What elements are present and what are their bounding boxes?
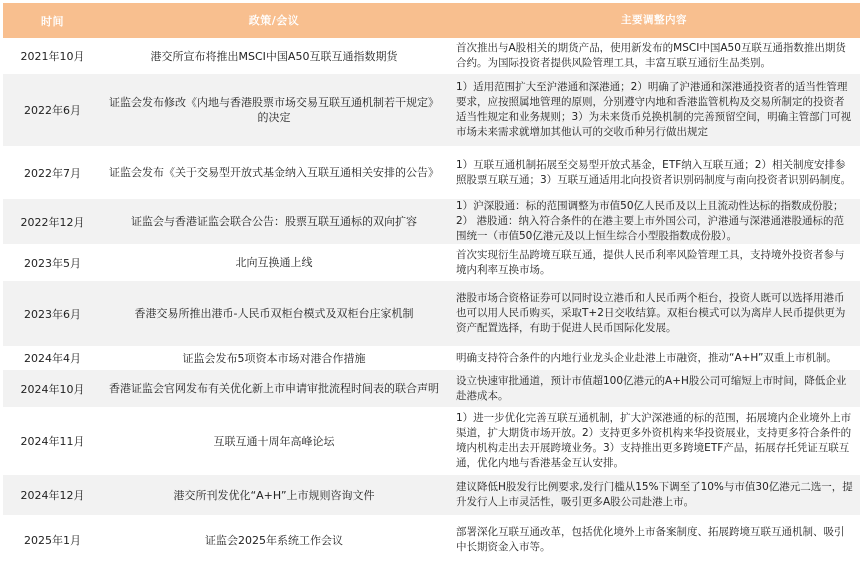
row-policy: 香港证监会官网发布有关优化新上市申请审批流程时间表的联合声明 (109, 382, 439, 395)
row-content: 明确支持符合条件的内地行业龙头企业赴港上市融资，推动“A+H”双重上市机制。 (456, 351, 837, 364)
row-content: 港股市场合资格证券可以同时设立港币和人民币两个柜台，投资人既可以选择用港币也可以用人民币购买，采取T+2日交收结算。双柜台模式可以为离岸人民币提供更为资产配置选择，有助于促进人民币国际化发展。 (456, 292, 846, 334)
row-policy: 证监会发布修改《内地与香港股票市场交易互联互通机制若干规定》的决定 (109, 96, 439, 124)
row-date: 2022年6月 (24, 104, 81, 117)
row-policy: 证监会2025年系统工作会议 (205, 533, 343, 547)
row-content: 1）适用范围扩大至沪港通和深港通；2）明确了沪港通和深港通投资者的适当性管理要求，应按照属地管理的原则，分别遵守内地和香港监管机构及交易所制定的投资者适当性规定和业务规则；3）为未来货币兑换机制的完善预留空间，明确主管部门可视市场未来需求就增加其他认可的交收币种另行做出规定 (456, 81, 852, 138)
row-date: 2022年12月 (20, 215, 85, 229)
row-content: 1）沪深股通：标的范围调整为市值50亿人民币及以上且流动性达标的指数成份股；2） 港股通：纳入符合条件的在港主要上市外国公司，沪港通与深港通港股通标的范围统一（市值50亿港元及以上恒生综合小型股指数成份股）。 (456, 200, 845, 242)
table-row (3, 38, 860, 74)
header-content (448, 3, 860, 38)
row-policy: 互联互通十周年高峰论坛 (213, 434, 335, 448)
table-row (3, 244, 860, 281)
table-header (3, 3, 860, 38)
header-content-label: 主要调整内容 (621, 14, 687, 26)
header-date (3, 3, 100, 38)
table-row (3, 146, 860, 199)
header-policy (100, 3, 448, 38)
row-content: 首次实现衍生品跨境互联互通，提供人民币利率风险管理工具，支持境外投资者参与境内利率互换市场。 (456, 248, 845, 276)
row-policy: 证监会与香港证监会联合公告：股票互联互通标的双向扩容 (131, 215, 417, 228)
row-date: 2024年4月 (24, 352, 81, 365)
row-content: 1）互联互通机制拓展至交易型开放式基金，ETF纳入互联互通；2）相关制度安排参照股票互联互通；3）互联互通适用北向投资者识别码制度与南向投资者识别码制度。 (456, 158, 852, 186)
row-content: 设立快速审批通道，预计市值超100亿港元的A+H股公司可缩短上市时间，降低企业赴港成本。 (456, 374, 847, 402)
row-date: 2024年10月 (20, 382, 85, 396)
row-date: 2023年5月 (24, 256, 81, 270)
table-row (3, 199, 860, 244)
row-policy: 港交所宣布将推出MSCI中国A50互联互通指数期货 (150, 49, 398, 63)
row-date: 2025年1月 (24, 534, 81, 547)
row-content: 建议降低H股发行比例要求,发行门槛从15%下调至了10%与市值30亿港元二选一，提升发行人上市灵活性，吸引更多A股公司赴港上市。 (456, 481, 853, 508)
row-date: 2024年11月 (20, 435, 85, 448)
row-content: 1）进一步优化完善互联互通机制，扩大沪深港通的标的范围，拓展境内企业境外上市渠道，扩大期货市场开放。2）支持更多外资机构来华投资展业，支持更多符合条件的境内机构走出去开展跨境业务。3）支持推出更多跨境ETF产品，拓展存托凭证互联互通，优化内地与香港基金互认安排。 (456, 412, 852, 469)
row-date: 2022年7月 (24, 166, 81, 180)
row-policy: 香港交易所推出港币-人民币双柜台模式及双柜台庄家机制 (134, 307, 414, 320)
row-date: 2021年10月 (20, 50, 85, 63)
table-row (3, 370, 860, 407)
table-row (3, 475, 860, 515)
row-policy: 北向互换通上线 (235, 256, 313, 269)
row-date: 2024年12月 (20, 489, 85, 502)
row-content: 部署深化互联互通改革，包括优化境外上市备案制度、拓展跨境互联互通机制、吸引中长期资金入市等。 (456, 526, 845, 553)
table-row (3, 407, 860, 475)
row-date: 2023年6月 (24, 307, 81, 321)
table-row (3, 74, 860, 146)
header-policy-label: 政策/会议 (248, 14, 300, 27)
table-row (3, 515, 860, 565)
row-policy: 港交所刊发优化“A+H”上市规则咨询文件 (173, 488, 375, 502)
table-row (3, 281, 860, 346)
row-content: 首次推出与A股相关的期货产品，使用新发布的MSCI中国A50互联互通指数推出期货合约。为国际投资者提供风险管理工具，丰富互联互通衍生品类别。 (456, 42, 846, 69)
policy-table (3, 3, 860, 565)
header-date-label: 时间 (41, 14, 64, 28)
row-policy: 证监会发布5项资本市场对港合作措施 (182, 351, 366, 365)
row-policy: 证监会发布《关于交易型开放式基金纳入互联互通相关安排的公告》 (109, 166, 439, 179)
table-row (3, 346, 860, 370)
